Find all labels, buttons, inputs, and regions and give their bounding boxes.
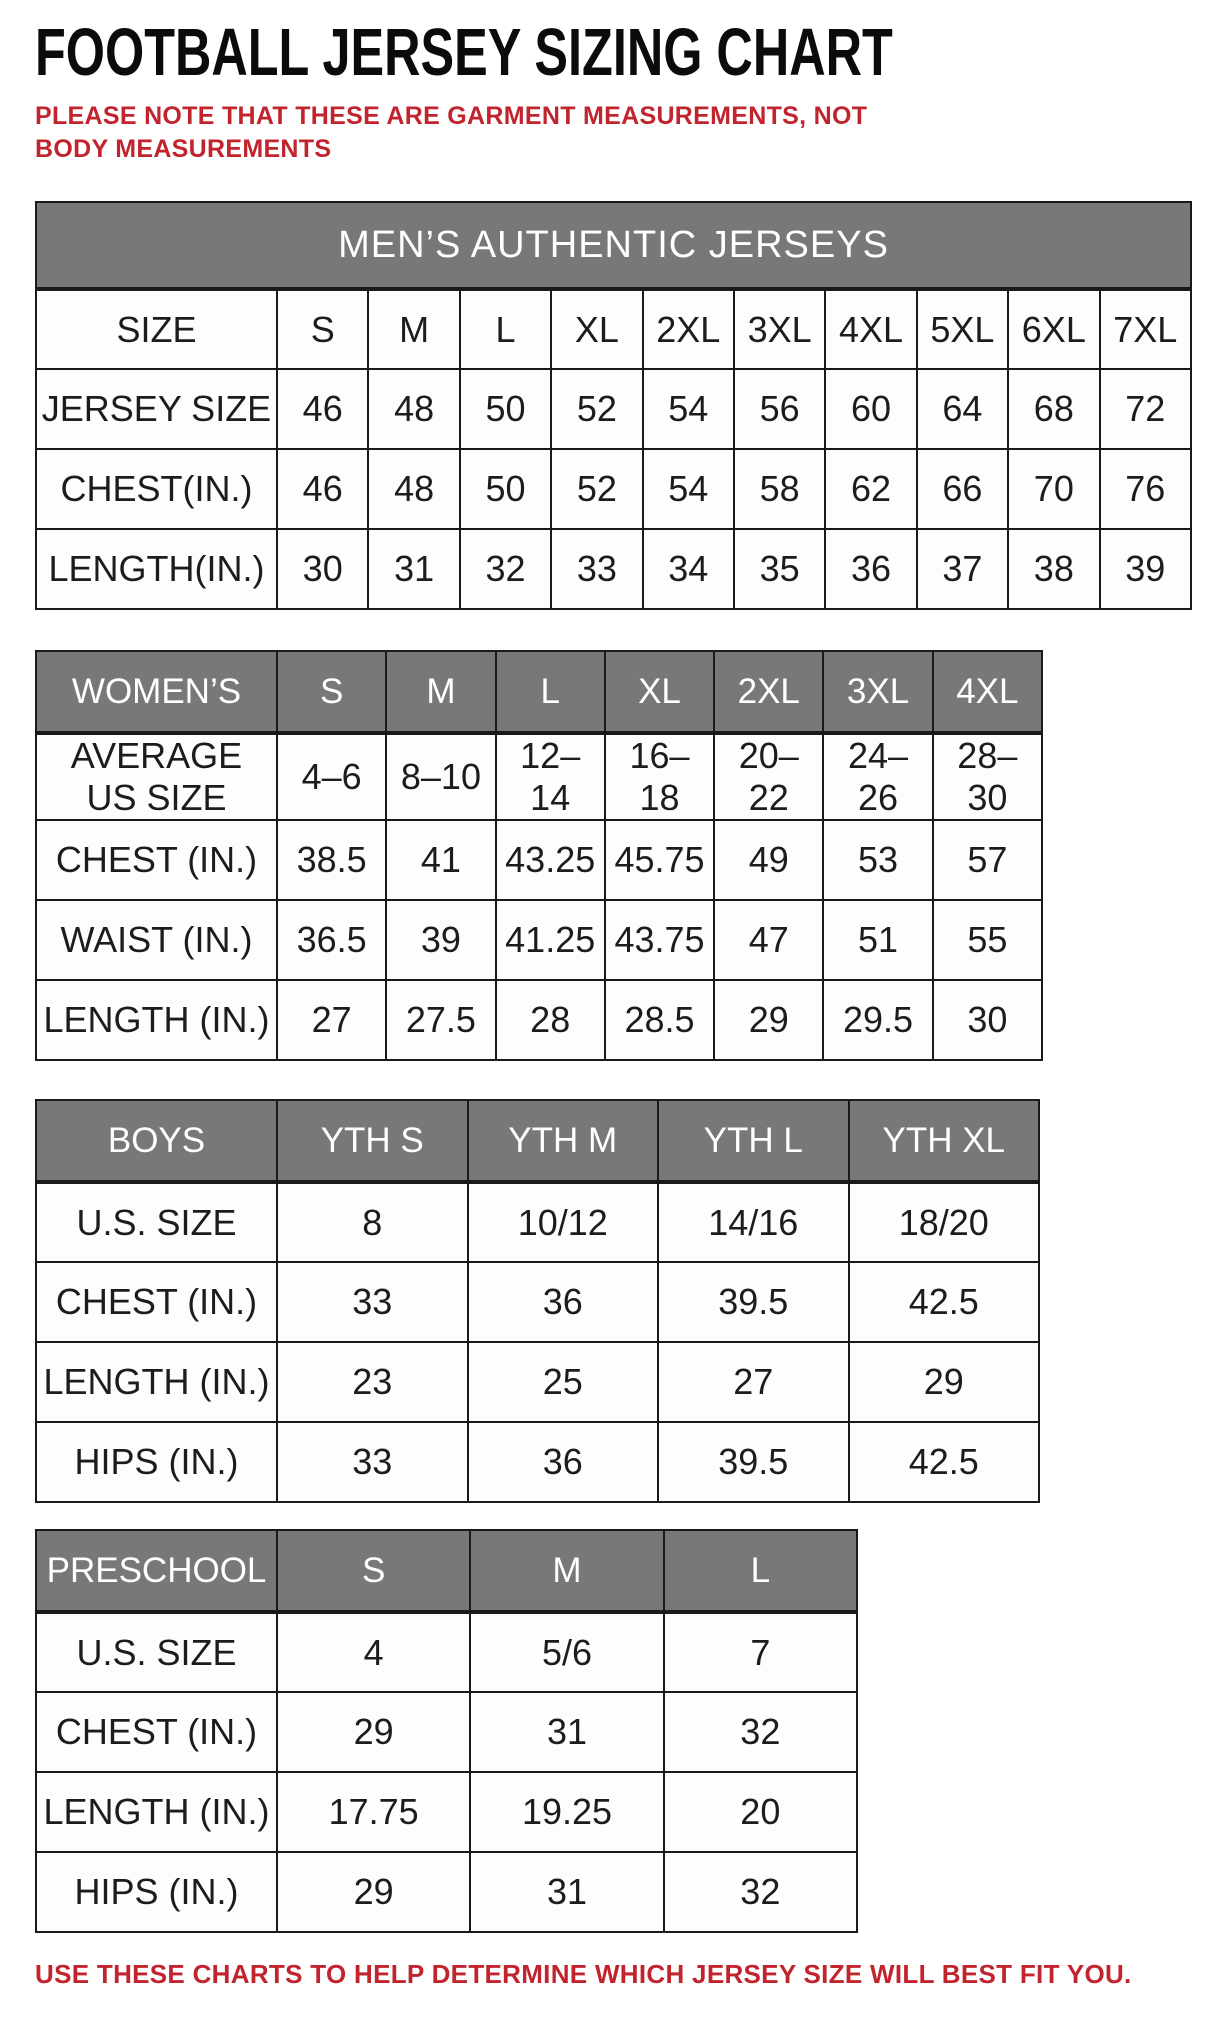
value-cell: 33 [551,529,642,609]
value-cell: 30 [933,980,1042,1060]
page-title: FOOTBALL JERSEY SIZING CHART [35,14,893,90]
value-cell: 31 [470,1692,663,1772]
value-cell: 55 [933,900,1042,980]
value-cell: 76 [1100,449,1191,529]
header-cell: YTH XL [849,1100,1040,1182]
value-cell: S [277,289,368,369]
value-cell: 29 [714,980,823,1060]
value-cell: 2XL [643,289,734,369]
value-cell: 25 [468,1342,659,1422]
value-cell: 23 [277,1342,468,1422]
header-cell: PRESCHOOL [36,1530,277,1612]
row-label-cell: CHEST (IN.) [36,1262,277,1342]
value-cell: 50 [460,369,551,449]
value-cell: 33 [277,1422,468,1502]
value-cell: 56 [734,369,825,449]
value-cell: L [460,289,551,369]
value-cell: 38 [1008,529,1099,609]
value-cell: 37 [917,529,1008,609]
header-cell: XL [605,651,714,733]
value-cell: 31 [368,529,459,609]
value-cell: 33 [277,1262,468,1342]
value-cell: 51 [823,900,932,980]
value-cell: 64 [917,369,1008,449]
header-cell: YTH M [468,1100,659,1182]
row-label-cell: LENGTH(IN.) [36,529,277,609]
value-cell: 28 [496,980,605,1060]
value-cell: 48 [368,449,459,529]
value-cell: 36 [825,529,916,609]
boys-chest-row [36,1262,1039,1342]
value-cell: 4–6 [277,733,386,820]
row-label-cell: LENGTH (IN.) [36,1342,277,1422]
value-cell: 7XL [1100,289,1191,369]
value-cell: 36 [468,1262,659,1342]
value-cell: 39 [386,900,495,980]
value-cell: 66 [917,449,1008,529]
value-cell: 16–18 [605,733,714,820]
value-cell: 18/20 [849,1182,1040,1262]
footer-note: USE THESE CHARTS TO HELP DETERMINE WHICH JERSEY SIZE WILL BEST FIT YOU. [35,1959,1132,1990]
value-cell: 28–30 [933,733,1042,820]
row-label-cell: HIPS (IN.) [36,1422,277,1502]
preschool-hips-row [36,1852,857,1932]
value-cell: 42.5 [849,1262,1040,1342]
value-cell: 31 [470,1852,663,1932]
womens-length-row [36,980,1042,1060]
womens-us-size-row [36,733,1042,820]
womens-waist-row [36,900,1042,980]
value-cell: 57 [933,820,1042,900]
value-cell: 28.5 [605,980,714,1060]
value-cell: 14/16 [658,1182,849,1262]
value-cell: 20 [664,1772,857,1852]
header-cell: M [470,1530,663,1612]
value-cell: 3XL [734,289,825,369]
value-cell: 62 [825,449,916,529]
value-cell: 29 [277,1692,470,1772]
mens-table-banner: MEN’S AUTHENTIC JERSEYS [36,202,1191,289]
value-cell: 39.5 [658,1262,849,1342]
value-cell: 20–22 [714,733,823,820]
header-cell: L [664,1530,857,1612]
value-cell: XL [551,289,642,369]
value-cell: 38.5 [277,820,386,900]
header-cell: S [277,651,386,733]
value-cell: 32 [664,1852,857,1932]
boys-header-row [36,1100,1039,1182]
value-cell: 52 [551,369,642,449]
value-cell: 43.75 [605,900,714,980]
row-label-cell: LENGTH (IN.) [36,1772,277,1852]
value-cell: 47 [714,900,823,980]
boys-sizing-table [35,1099,1040,1503]
value-cell: 72 [1100,369,1191,449]
value-cell: 5XL [917,289,1008,369]
value-cell: 46 [277,369,368,449]
value-cell: 27.5 [386,980,495,1060]
value-cell: 30 [277,529,368,609]
value-cell: 7 [664,1612,857,1692]
value-cell: 8–10 [386,733,495,820]
row-label-cell: WAIST (IN.) [36,900,277,980]
header-cell: BOYS [36,1100,277,1182]
value-cell: 45.75 [605,820,714,900]
value-cell: 41 [386,820,495,900]
header-cell: WOMEN’S [36,651,277,733]
header-cell: L [496,651,605,733]
value-cell: 50 [460,449,551,529]
boys-us-size-row [36,1182,1039,1262]
mens-jersey-size-row [36,369,1191,449]
value-cell: 52 [551,449,642,529]
value-cell: 60 [825,369,916,449]
value-cell: 54 [643,369,734,449]
value-cell: 27 [658,1342,849,1422]
value-cell: 46 [277,449,368,529]
value-cell: 4 [277,1612,470,1692]
row-label-cell: CHEST (IN.) [36,1692,277,1772]
value-cell: 53 [823,820,932,900]
value-cell: 36 [468,1422,659,1502]
mens-length-row [36,529,1191,609]
value-cell: 39.5 [658,1422,849,1502]
value-cell: 27 [277,980,386,1060]
value-cell: 24–26 [823,733,932,820]
value-cell: 29 [277,1852,470,1932]
value-cell: 41.25 [496,900,605,980]
value-cell: 12–14 [496,733,605,820]
value-cell: 10/12 [468,1182,659,1262]
value-cell: 58 [734,449,825,529]
value-cell: M [368,289,459,369]
row-label-cell: LENGTH (IN.) [36,980,277,1060]
value-cell: 32 [460,529,551,609]
value-cell: 17.75 [277,1772,470,1852]
boys-length-row [36,1342,1039,1422]
value-cell: 5/6 [470,1612,663,1692]
mens-size-row [36,289,1191,369]
garment-measurement-note: PLEASE NOTE THAT THESE ARE GARMENT MEASUREMENTS, NOT BODY MEASUREMENTS [35,102,868,163]
value-cell: 29 [849,1342,1040,1422]
value-cell: 29.5 [823,980,932,1060]
value-cell: 70 [1008,449,1099,529]
header-cell: 4XL [933,651,1042,733]
row-label-cell: CHEST (IN.) [36,820,277,900]
row-label-cell: HIPS (IN.) [36,1852,277,1932]
value-cell: 68 [1008,369,1099,449]
womens-sizing-table [35,650,1043,1061]
preschool-header-row [36,1530,857,1612]
row-label-cell: AVERAGE US SIZE [36,733,277,820]
row-label-cell: CHEST(IN.) [36,449,277,529]
womens-chest-row [36,820,1042,900]
value-cell: 49 [714,820,823,900]
value-cell: 4XL [825,289,916,369]
value-cell: 39 [1100,529,1191,609]
value-cell: 34 [643,529,734,609]
value-cell: 32 [664,1692,857,1772]
row-label-cell: JERSEY SIZE [36,369,277,449]
header-cell: S [277,1530,470,1612]
preschool-chest-row [36,1692,857,1772]
boys-hips-row [36,1422,1039,1502]
value-cell: 19.25 [470,1772,663,1852]
header-cell: M [386,651,495,733]
value-cell: 43.25 [496,820,605,900]
preschool-us-size-row [36,1612,857,1692]
preschool-length-row [36,1772,857,1852]
value-cell: 36.5 [277,900,386,980]
value-cell: 35 [734,529,825,609]
womens-header-row [36,651,1042,733]
header-cell: 3XL [823,651,932,733]
mens-sizing-table [35,201,1192,610]
row-label-cell: U.S. SIZE [36,1182,277,1262]
value-cell: 48 [368,369,459,449]
header-cell: 2XL [714,651,823,733]
preschool-sizing-table [35,1529,858,1933]
header-cell: YTH L [658,1100,849,1182]
value-cell: 6XL [1008,289,1099,369]
row-label-cell: U.S. SIZE [36,1612,277,1692]
mens-table-banner-row [36,202,1191,289]
value-cell: 54 [643,449,734,529]
value-cell: 42.5 [849,1422,1040,1502]
value-cell: 8 [277,1182,468,1262]
mens-chest-row [36,449,1191,529]
header-cell: YTH S [277,1100,468,1182]
row-label-cell: SIZE [36,289,277,369]
